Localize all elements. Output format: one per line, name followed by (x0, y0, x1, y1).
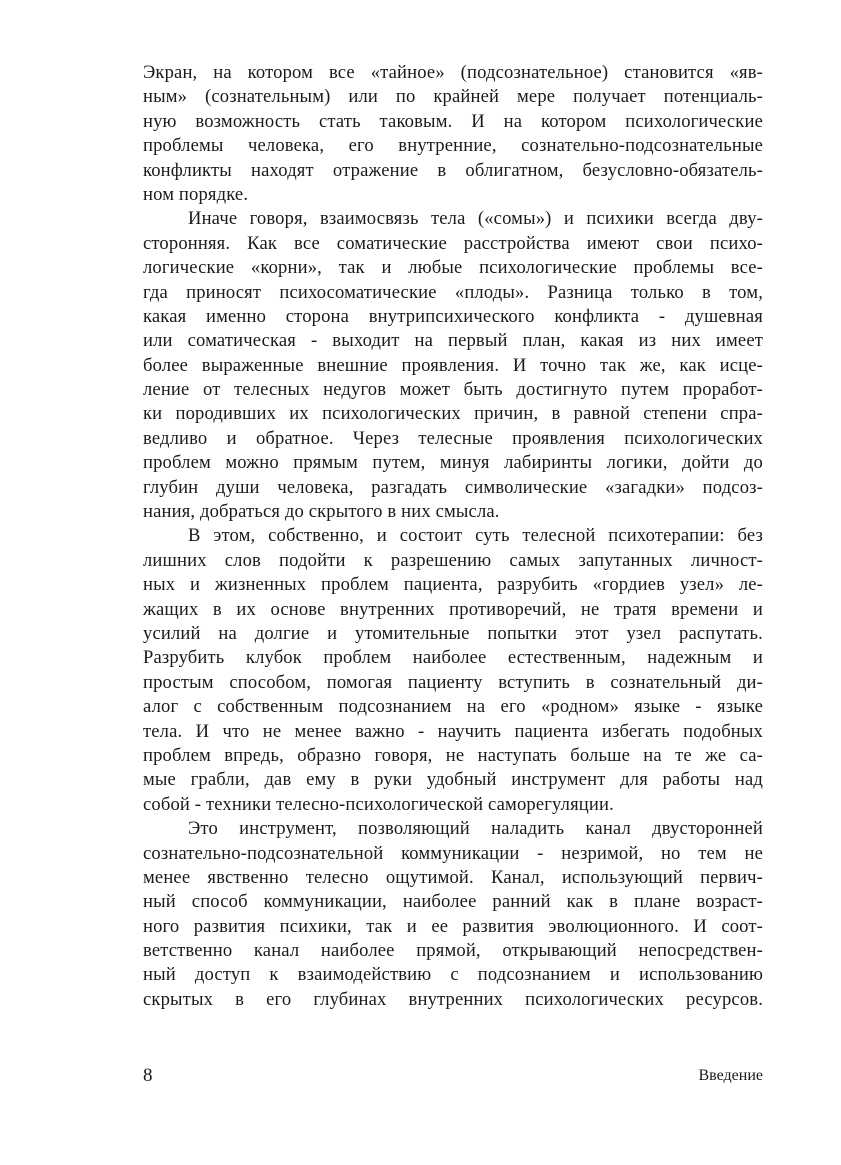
text-line: алог с собственным подсознанием на его «родном» языке - языке (143, 696, 763, 718)
paragraph-1 (143, 61, 763, 207)
text-line: ном порядке. (143, 183, 249, 205)
text-line: сторонняя. Как все соматические расстройства имеют свои психо- (143, 232, 763, 254)
text-line: ный доступ к взаимодействию с подсознанием и использованию (143, 964, 763, 986)
text-line: нания, добраться до скрытого в них смысла. (143, 501, 500, 523)
text-line: ветственно канал наиболее прямой, открывающий непосредствен- (143, 940, 763, 962)
text-line: ным» (сознательным) или по крайней мере получает потенциаль- (143, 86, 763, 108)
text-line: ление от телесных недугов может быть достигнуто путем проработ- (143, 379, 763, 401)
text-line: ных и жизненных проблем пациента, разрубить «гордиев узел» ле- (143, 574, 763, 596)
text-line: конфликты находят отражение в облигатном, безусловно-обязатель- (143, 159, 763, 181)
text-line: тела. И что не менее важно - научить пациента избегать подобных (143, 720, 763, 742)
text-line: проблем можно прямым путем, минуя лабиринты логики, дойти до (143, 452, 763, 474)
page-footer (143, 1064, 763, 1088)
text-line: Иначе говоря, взаимосвязь тела («сомы») и психики всегда дву- (188, 208, 763, 230)
text-line: лишних слов подойти к разрешению самых запутанных личност- (143, 549, 763, 571)
paragraph-3 (143, 524, 763, 817)
text-line: Экран, на котором все «тайное» (подсознательное) становится «яв- (143, 62, 763, 83)
running-title: Введение (698, 1067, 763, 1084)
text-line: скрытых в его глубинах внутренних психологических ресурсов. (143, 988, 763, 1010)
text-line: жащих в их основе внутренних противоречий, не тратя времени и (143, 598, 763, 620)
page-body (143, 61, 763, 1012)
text-line: гда приносят психосоматические «плоды». Разница только в том, (143, 281, 763, 303)
text-line: глубин души человека, разгадать символические «загадки» подсоз- (143, 476, 763, 498)
text-line: проблем впредь, образно говоря, не наступать больше на те же са- (143, 744, 763, 766)
text-line: ную возможность стать таковым. И на котором психологические (143, 110, 763, 132)
text-line: менее явственно телесно ощутимой. Канал, использующий первич- (143, 866, 763, 888)
text-line: более выраженные внешние проявления. И точно так же, как исце- (143, 354, 763, 376)
text-line: ного развития психики, так и ее развития эволюционного. И соот- (143, 915, 763, 937)
text-line: Это инструмент, позволяющий наладить канал двусторонней (188, 818, 763, 840)
text-line: мые грабли, дав ему в руки удобный инструмент для работы над (143, 769, 763, 791)
text-line: простым способом, помогая пациенту вступить в сознательный ди- (143, 671, 763, 693)
text-line: какая именно сторона внутрипсихического конфликта - душевная (143, 305, 763, 327)
text-line: Разрубить клубок проблем наиболее естественным, надежным и (143, 647, 763, 669)
text-line: собой - техники телесно-психологической саморегуляции. (143, 793, 614, 815)
paragraph-4 (143, 817, 763, 1012)
page-number: 8 (143, 1065, 153, 1086)
text-line: ный способ коммуникации, наиболее ранний как в плане возраст- (143, 891, 763, 913)
text-line: ки породивших их психологических причин, в равной степени спра- (143, 403, 763, 425)
text-line: ведливо и обратное. Через телесные проявления психологических (143, 427, 763, 449)
paragraph-2 (143, 207, 763, 524)
text-line: или соматическая - выходит на первый план, какая из них имеет (143, 330, 763, 352)
text-line: усилий на долгие и утомительные попытки этот узел распутать. (143, 622, 763, 644)
text-line: В этом, собственно, и состоит суть телесной психотерапии: без (188, 525, 763, 547)
text-line: проблемы человека, его внутренние, сознательно-подсознательные (143, 135, 763, 157)
text-line: сознательно-подсознательной коммуникации - незримой, но тем не (143, 842, 763, 864)
text-line: логические «корни», так и любые психологические проблемы все- (143, 257, 763, 279)
